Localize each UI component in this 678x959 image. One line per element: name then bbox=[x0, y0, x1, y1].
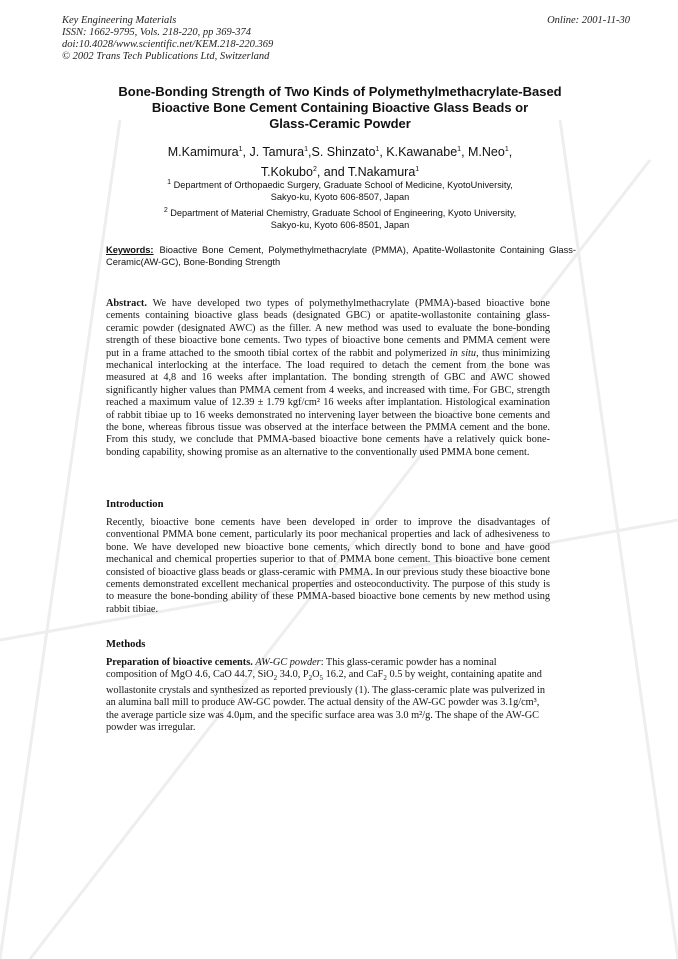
journal-name: Key Engineering Materials bbox=[62, 15, 177, 26]
title-line: Bioactive Bone Cement Containing Bioactive Glass Beads or bbox=[151, 100, 529, 115]
watermark-line bbox=[560, 120, 678, 959]
author-list bbox=[90, 141, 590, 181]
title-line: Bone-Bonding Strength of Two Kinds of Polymethylmethacrylate-Based bbox=[118, 84, 562, 99]
doi-line: doi:10.4028/www.scientific.net/KEM.218-220.369 bbox=[62, 39, 274, 50]
author-line-1: M.Kamimura$^1$, J. Tamura$^1$,S. Shinzato$^1$, K.Kawanabe$^1$, M.Neo$^1$, bbox=[167, 145, 513, 160]
introduction-text: Recently, bioactive bone cements have been developed in order to improve the disadvantages of conventional PMMA bone cement, particularly its poor mechanical properties and lack of adhesiveness to bone. We have developed new bioactive bone cements, which directly bond to bone and have good mechanical and chemical properties superior to that of PMMA bone cement. This bioactive bone cement consisted of bioactive glass beads or glass-ceramic with PMMA. In our previous study these bioactive bone cements demonstrated excellent mechanical properties and osteoconductivity. The purpose of this study is to measure the bone-bonding ability of these PMMA-based bioactive bone cements by new method using rabbit tibiae. bbox=[106, 517, 550, 615]
affiliation-2: $^2$ Department of Material Chemistry, Graduate School of Engineering, Kyoto University, Sakyo-ku, Kyoto 606-8501, Japan bbox=[163, 207, 517, 231]
methods-heading: Methods bbox=[106, 639, 146, 650]
methods-subheading: Preparation of bioactive cements. bbox=[106, 657, 253, 668]
journal-header bbox=[62, 15, 273, 63]
abstract-label: Abstract. bbox=[106, 298, 147, 309]
affiliation-1: $^1$ Department of Orthopaedic Surgery, Graduate School of Medicine, KyotoUniversity, Sakyo-ku, Kyoto 606-8507, Japan bbox=[167, 179, 513, 203]
watermark-line bbox=[0, 120, 120, 959]
author-line-2: T.Kokubo$^2$, and T.Nakamura$^1$ bbox=[260, 165, 420, 180]
keywords-label: Keywords: bbox=[106, 245, 154, 255]
copyright-line: © 2002 Trans Tech Publications Ltd, Switzerland bbox=[62, 51, 270, 62]
title-line: Glass-Ceramic Powder bbox=[269, 116, 411, 131]
methods-text: Preparation of bioactive cements. AW-GC powder: This glass-ceramic powder has a nominal composition of MgO 4.6, CaO 44.7, SiO$_2$ 34.0, $P_2O_5$ 16.2, and CaF$_2$ 0.5 by weight, containing apatite and wollastonite crystals and synthesized as reported previously (1). The glass-ceramic plate was pulverized in an alumina ball mill to produce AW-GC powder. The actual density of the AW-GC powder was 3.1g/cm³, the average particle size was 4.0μm, and the specific surface area was 3.0 m²/g. The shape of the AW-GC powder was irregular. bbox=[106, 657, 546, 734]
online-date: Online: 2001-11-30 bbox=[547, 15, 630, 26]
keywords bbox=[106, 244, 576, 268]
issn-line: ISSN: 1662-9795, Vols. 218-220, pp 369-374 bbox=[62, 27, 251, 38]
introduction-heading: Introduction bbox=[106, 499, 164, 510]
keywords-text: Bioactive Bone Cement, Polymethylmethacrylate (PMMA), Apatite-Wollastonite Containing Glass-Ceramic(AW-GC), Bone-Bonding Strength bbox=[106, 245, 576, 267]
abstract: Abstract. We have developed two types of polymethylmethacrylate (PMMA)-based bioactive bone cements containing bioactive glass beads (designated GBC) or apatite-wollastonite containing glass-ceramic powder (designated AWC) as the filler. A new method was used to evaluate the bone-bonding strength of these bioactive bone cements. Two types of bioactive bone cements and PMMA cement were put in a frame attached to the smooth tibial cortex of the rabbit and polymerized in situ, thus minimizing mechanical interlocking at the interface. The load required to detach the cement from the bone was measured at 4,8 and 16 weeks after implantation. The bonding strength of GBC and AWC showed significantly higher values than PMMA cement from 4 weeks, and increased with time. For GBC, strength reached a maximum value of 12.39 ± 1.79 kgf/cm² 16 weeks after implantation. Histological examination of rabbit tibiae up to 16 weeks demonstrated no intervening layer between the bioactive bone cements and the bone, whereas fibrous tissue was observed at the interface between the PMMA cement and the bone. From this study, we conclude that PMMA-based bioactive bone cements have a relatively quick bone-bonding capability, showing promise as an alternative to the conventionally used PMMA bone cement. bbox=[106, 298, 551, 458]
paper-title bbox=[90, 84, 590, 132]
